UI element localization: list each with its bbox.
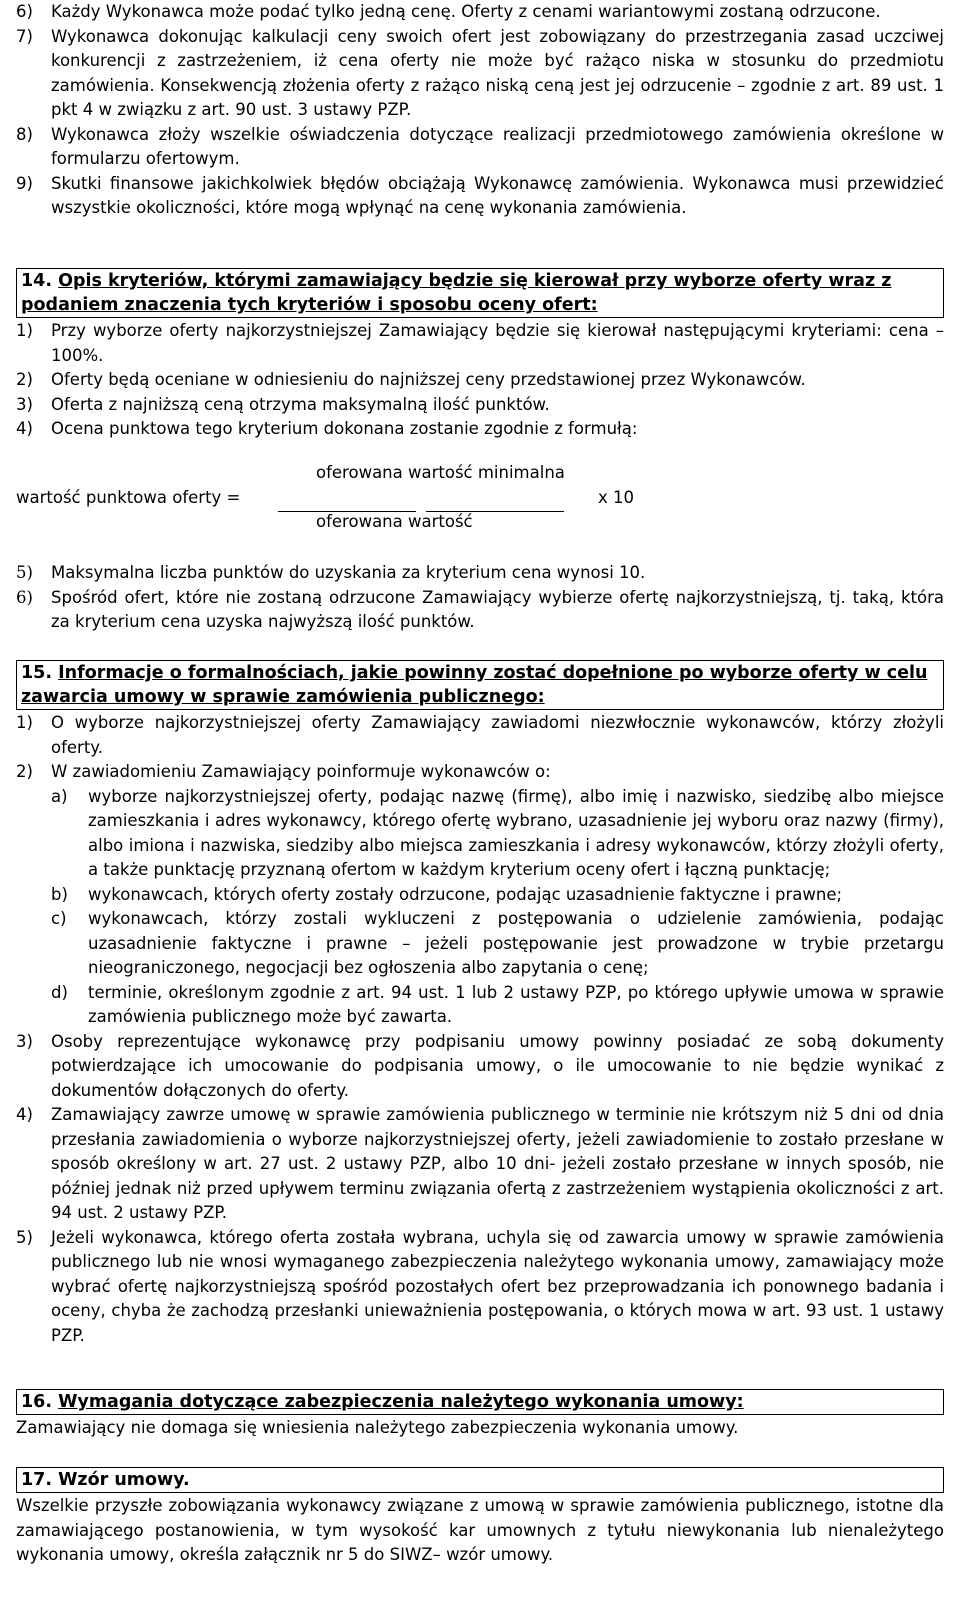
section-16-heading — [16, 1389, 944, 1415]
section-title: Wymagania dotyczące zabezpieczenia należytego wykonania umowy: — [58, 1392, 744, 1412]
list-item — [16, 711, 944, 760]
item-text: Oferty będą oceniane w odniesieniu do najniższej ceny przedstawionej przez Wykonawców. — [51, 370, 806, 389]
item-text: Wykonawca złoży wszelkie oświadczenia dotyczące realizacji przedmiotowego zamówienia określone w formularzu ofertowym. — [51, 124, 944, 168]
item-number: 5) — [16, 1227, 33, 1247]
list-item — [16, 586, 944, 635]
item-text: terminie, określonym zgodnie z art. 94 ust. 1 lub 2 ustawy PZP, po którego upływie umowa w sprawie zamówienia publicznego może być zawarta. — [88, 982, 944, 1026]
list-item — [16, 561, 944, 586]
section-17-text — [16, 1494, 944, 1568]
item-letter: d) — [51, 982, 68, 1002]
item-number: 7) — [16, 26, 33, 46]
sub-list-item — [51, 785, 944, 883]
section-15-heading — [16, 660, 944, 710]
top-list — [16, 0, 944, 221]
item-text: Oferta z najniższą ceną otrzyma maksymalną ilość punktów. — [51, 394, 550, 414]
formula-lhs: wartość punktowa oferty = — [16, 488, 241, 507]
item-letter: b) — [51, 884, 68, 904]
section-title: Opis kryteriów, którymi zamawiający będzie się kierował przy wyborze oferty wraz z podaniem znaczenia tych kryteriów i sposobu oceny ofert: — [21, 271, 892, 315]
item-text: Spośród ofert, które nie zostaną odrzucone Zamawiający wybierze ofertę najkorzystniejszą, tj. taką, która za kryterium cena uzyska najwyższą ilość punktów. — [51, 587, 944, 631]
list-item — [16, 123, 944, 172]
item-text: Przy wyborze oferty najkorzystniejszej Zamawiający będzie się kierował następującymi kryteriami: cena – 100%. — [51, 321, 944, 365]
section-17-heading — [16, 1467, 944, 1493]
item-number: 5) — [16, 563, 33, 582]
formula-denominator: oferowana wartość — [316, 512, 473, 531]
item-text: wyborze najkorzystniejszej oferty, podając nazwę (firmę), albo imię i nazwisko, siedzibę albo miejsce zamieszkania i adres wykonawcy, którego ofertę wybrano, uzasadnienie jej wyboru oraz nazwy (firmy), albo imiona i nazwiska, siedziby albo miejsca zamieszkania i adresy wykonawców, którzy złożyli oferty, a także punktację przyznaną ofertom w każdym kryterium oceny ofert i łączną punktację; — [88, 786, 944, 879]
list-item — [16, 393, 944, 418]
section-16-text — [16, 1416, 944, 1441]
item-text: wykonawcach, których oferty zostały odrzucone, podając uzasadnienie faktyczne i prawne; — [88, 884, 843, 904]
item-text: Każdy Wykonawca może podać tylko jedną cenę. Oferty z cenami wariantowymi zostaną odrzucone. — [51, 2, 881, 21]
section-title: Informacje o formalnościach, jakie powinny zostać dopełnione po wyborze oferty w celu zawarcia umowy w sprawie zamówienia publicznego: — [21, 663, 928, 707]
list-item — [16, 368, 944, 393]
section-number: 16. — [21, 1392, 53, 1412]
list-item — [16, 417, 944, 442]
section-14-list-continued — [16, 561, 944, 635]
item-number: 4) — [16, 1105, 33, 1124]
formula-numerator: oferowana wartość minimalna — [316, 463, 565, 482]
section-number: 14. — [21, 271, 53, 291]
item-text: Wykonawca dokonując kalkulacji ceny swoich ofert jest zobowiązany do przestrzegania zasad uczciwej konkurencji z zastrzeżeniem, iż cena oferty nie może być rażąco niska w stosunku do przedmiotu zamówienia. Konsekwencją złożenia oferty z rażąco niską ceną jest jej odrzucenie – zgodnie z art. 89 ust. 1 pkt 4 w związku z art. 90 ust. 3 ustawy PZP. — [51, 26, 944, 119]
item-letter: c) — [51, 909, 67, 928]
item-number: 1) — [16, 713, 33, 732]
list-item — [16, 1103, 944, 1226]
list-item — [16, 1030, 944, 1104]
sub-list-item — [51, 981, 944, 1030]
section-number: 15. — [21, 663, 53, 683]
item-letter: a) — [51, 786, 68, 806]
list-item — [16, 319, 944, 368]
list-item — [16, 0, 944, 25]
item-number: 6) — [16, 587, 33, 607]
item-number: 3) — [16, 1031, 33, 1051]
list-item — [16, 25, 944, 123]
item-number: 8) — [16, 124, 33, 144]
item-number: 6) — [16, 2, 33, 21]
item-text: Maksymalna liczba punktów do uzyskania za kryterium cena wynosi 10. — [51, 563, 646, 582]
item-number: 4) — [16, 419, 33, 438]
list-item — [16, 172, 944, 221]
formula-multiplier: x 10 — [598, 488, 635, 507]
paragraph: Zamawiający nie domaga się wniesienia należytego zabezpieczenia wykonania umowy. — [16, 1418, 739, 1437]
sub-list-item — [51, 883, 944, 908]
list-item — [16, 1226, 944, 1349]
item-text: Jeżeli wykonawca, którego oferta została wybrana, uchyla się od zawarcia umowy w sprawie zamówienia publicznego lub nie wnosi wymaganego zabezpieczenia należytego wykonania umowy, zamawiający może wybrać ofertę najkorzystniejszą spośród pozostałych ofert bez przeprowadzania ich ponownego badania i oceny, chyba że zachodzą przesłanki unieważnienia postępowania, o których mowa w art. 93 ust. 1 ustawy PZP. — [51, 1227, 944, 1345]
item-text: Skutki finansowe jakichkolwiek błędów obciążają Wykonawcę zamówienia. Wykonawca musi przewidzieć wszystkie okoliczności, które mogą wpłynąć na cenę wykonania zamówienia. — [51, 173, 944, 217]
item-number: 2) — [16, 370, 33, 389]
item-text: O wyborze najkorzystniejszej oferty Zamawiający zawiadomi niezwłocznie wykonawców, którzy złożyli oferty. — [51, 713, 944, 757]
sub-list-item — [51, 907, 944, 981]
section-14-list — [16, 319, 944, 442]
list-item — [16, 760, 944, 785]
item-number: 2) — [16, 762, 33, 781]
item-text: Zamawiający zawrze umowę w sprawie zamówienia publicznego w terminie nie krótszym niż 5 dni od dnia przesłania zawiadomienia o wyborze najkorzystniejszej oferty, jeżeli zawiadomienie to zostało przesłane w sposób określony w art. 27 ust. 2 ustawy PZP, albo 10 dni- jeżeli zostało przesłane w innych sposób, nie później jednak niż przed upływem terminu związania ofertą z zastrzeżeniem wystąpienia okoliczności z art. 94 ust. 2 ustawy PZP. — [51, 1105, 944, 1222]
item-number: 9) — [16, 173, 33, 193]
item-text: W zawiadomieniu Zamawiający poinformuje wykonawców o: — [51, 762, 551, 781]
score-formula — [16, 463, 944, 543]
section-title: Wzór umowy. — [58, 1470, 190, 1490]
paragraph: Wszelkie przyszłe zobowiązania wykonawcy związane z umową w sprawie zamówienia publicznego, istotne dla zamawiającego postanowienia, w tym wysokość kar umownych z tytułu niewykonania lub nienależytego wykonania umowy, określa załącznik nr 5 do SIWZ– wzór umowy. — [16, 1496, 944, 1564]
section-14-heading — [16, 268, 944, 318]
item-text: Osoby reprezentujące wykonawcę przy podpisaniu umowy powinny posiadać ze sobą dokumenty potwierdzające ich umocowanie do podpisania umowy, o ile umocowanie to nie będzie wynikać z dokumentów dołączonych do oferty. — [51, 1031, 944, 1100]
section-15-list — [16, 711, 944, 1348]
item-text: wykonawcach, którzy zostali wykluczeni z postępowania o udzielenie zamówienia, podając uzasadnienie faktyczne i prawne – jeżeli postępowanie jest prowadzone w trybie przetargu nieograniczonego, negocjacji bez ogłoszenia albo zapytania o cenę; — [88, 909, 944, 977]
section-number: 17. — [21, 1470, 53, 1490]
item-text: Ocena punktowa tego kryterium dokonana zostanie zgodnie z formułą: — [51, 419, 638, 438]
item-number: 1) — [16, 321, 33, 340]
item-number: 3) — [16, 394, 33, 414]
